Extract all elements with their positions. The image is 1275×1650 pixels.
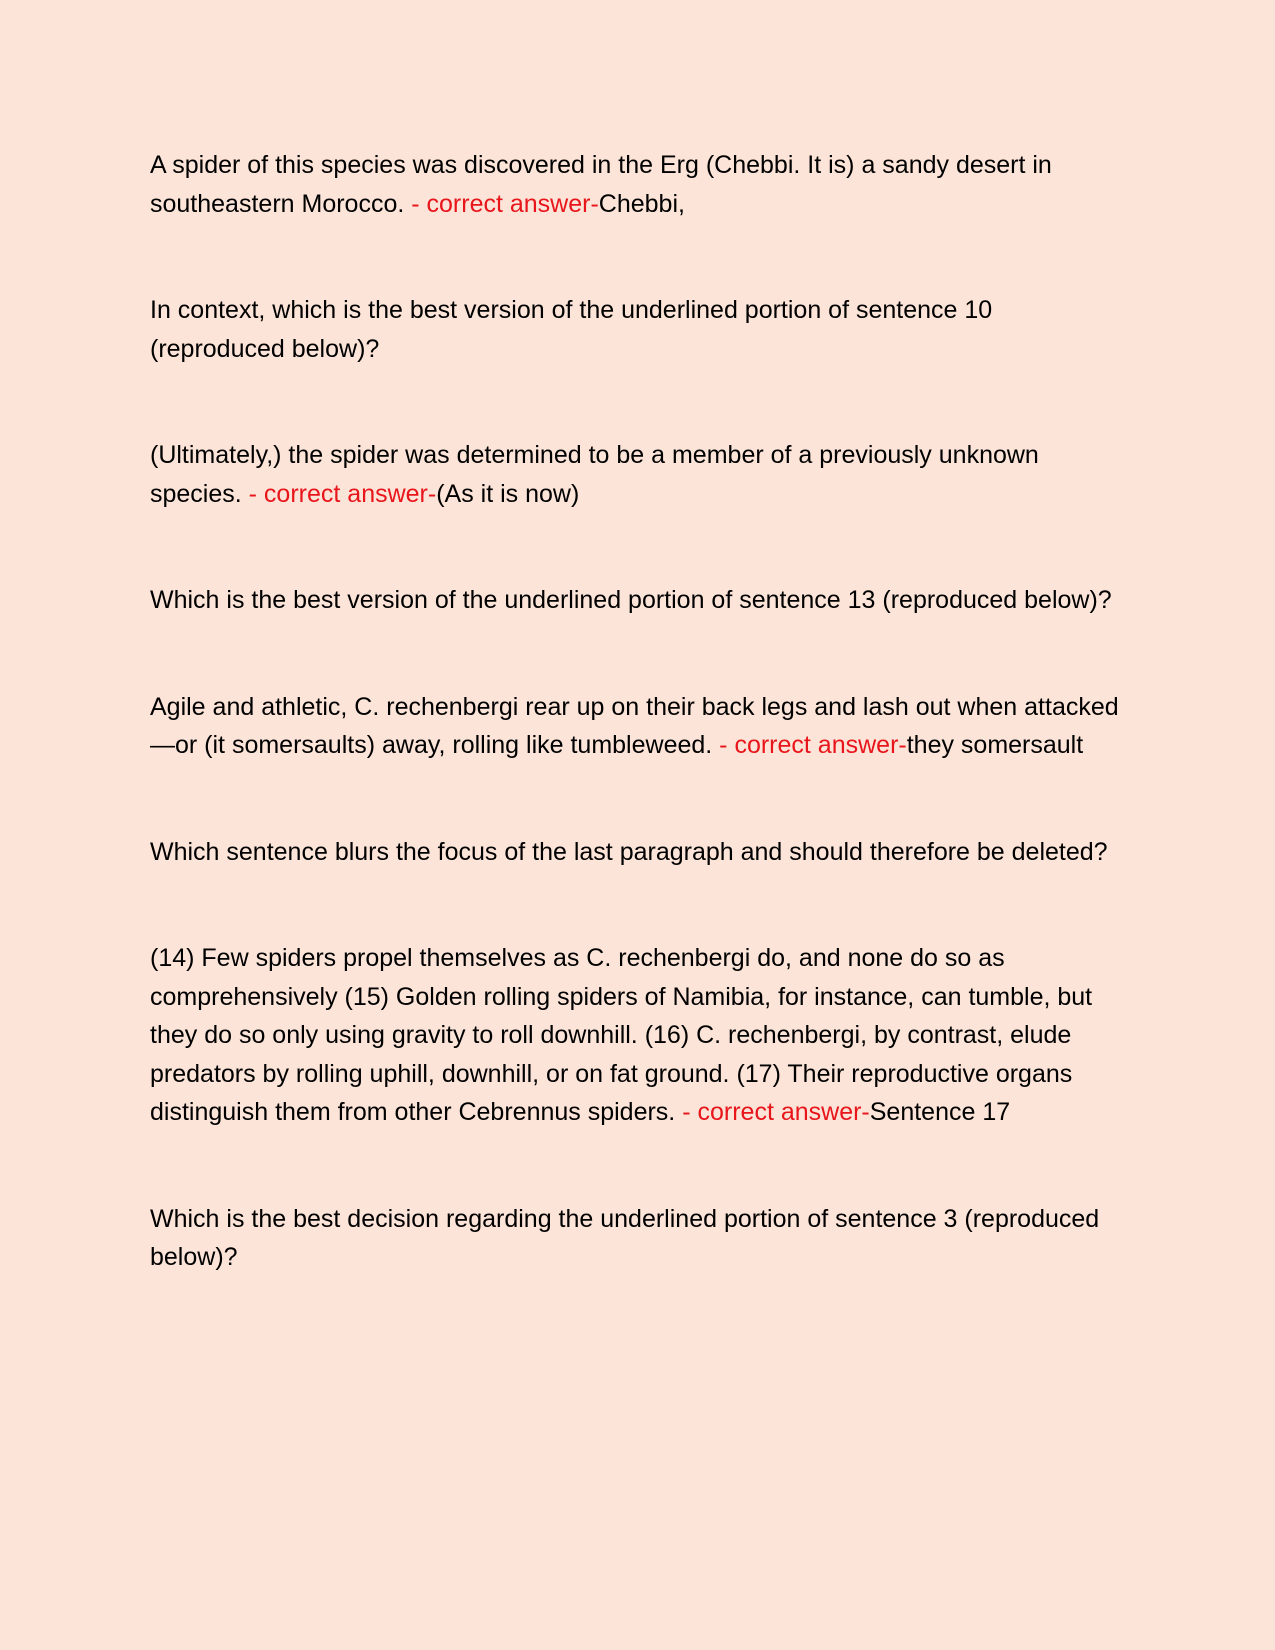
question-text: A spider of this species was discovered in the Erg (Chebbi. It is) a sandy desert in southeastern Morocco. (150, 151, 1052, 218)
question-paragraph (150, 581, 1125, 620)
question-paragraph (150, 146, 1125, 223)
question-text: (Ultimately,) the spider was determined to be a member of a previously unknown species. (150, 441, 1039, 508)
question-paragraph (150, 939, 1125, 1132)
question-paragraph (150, 291, 1125, 368)
answer-text: they somersault (906, 731, 1084, 759)
answer-text: Sentence 17 (869, 1098, 1011, 1126)
question-text: Which is the best version of the underlined portion of sentence 13 (reproduced below)? (150, 586, 1112, 614)
correct-answer-label: - correct answer- (712, 731, 907, 759)
question-paragraph (150, 833, 1125, 872)
question-text: Agile and athletic, C. rechenbergi rear up on their back legs and lash out when attacked—or (it somersaults) away, rolling like tumbleweed. (150, 692, 1119, 759)
question-text: (14) Few spiders propel themselves as C. rechenbergi do, and none do so as comprehensively (15) Golden rolling spiders of Namibia, for instance, can tumble, but they do so only using gravity to roll downhill. (16) C. rechenbergi, by contrast, elude predators by rolling uphill, downhill, or on fat ground. (17) Their reproductive organs distinguish them from other Cebrennus spiders. (150, 944, 1093, 1126)
question-text: In context, which is the best version of the underlined portion of sentence 10 (reproduced below)? (150, 296, 993, 363)
question-text: Which is the best decision regarding the underlined portion of sentence 3 (reproduced below)? (150, 1204, 1100, 1271)
question-paragraph (150, 436, 1125, 513)
correct-answer-label: - correct answer- (404, 189, 599, 218)
correct-answer-label: - correct answer- (675, 1098, 870, 1126)
answer-text: Chebbi, (598, 189, 685, 218)
question-paragraph (150, 688, 1125, 765)
question-paragraph (150, 1200, 1125, 1277)
correct-answer-label: - correct answer- (241, 479, 437, 508)
answer-text: (As it is now) (436, 479, 580, 508)
question-text: Which sentence blurs the focus of the last paragraph and should therefore be deleted? (150, 837, 1108, 866)
